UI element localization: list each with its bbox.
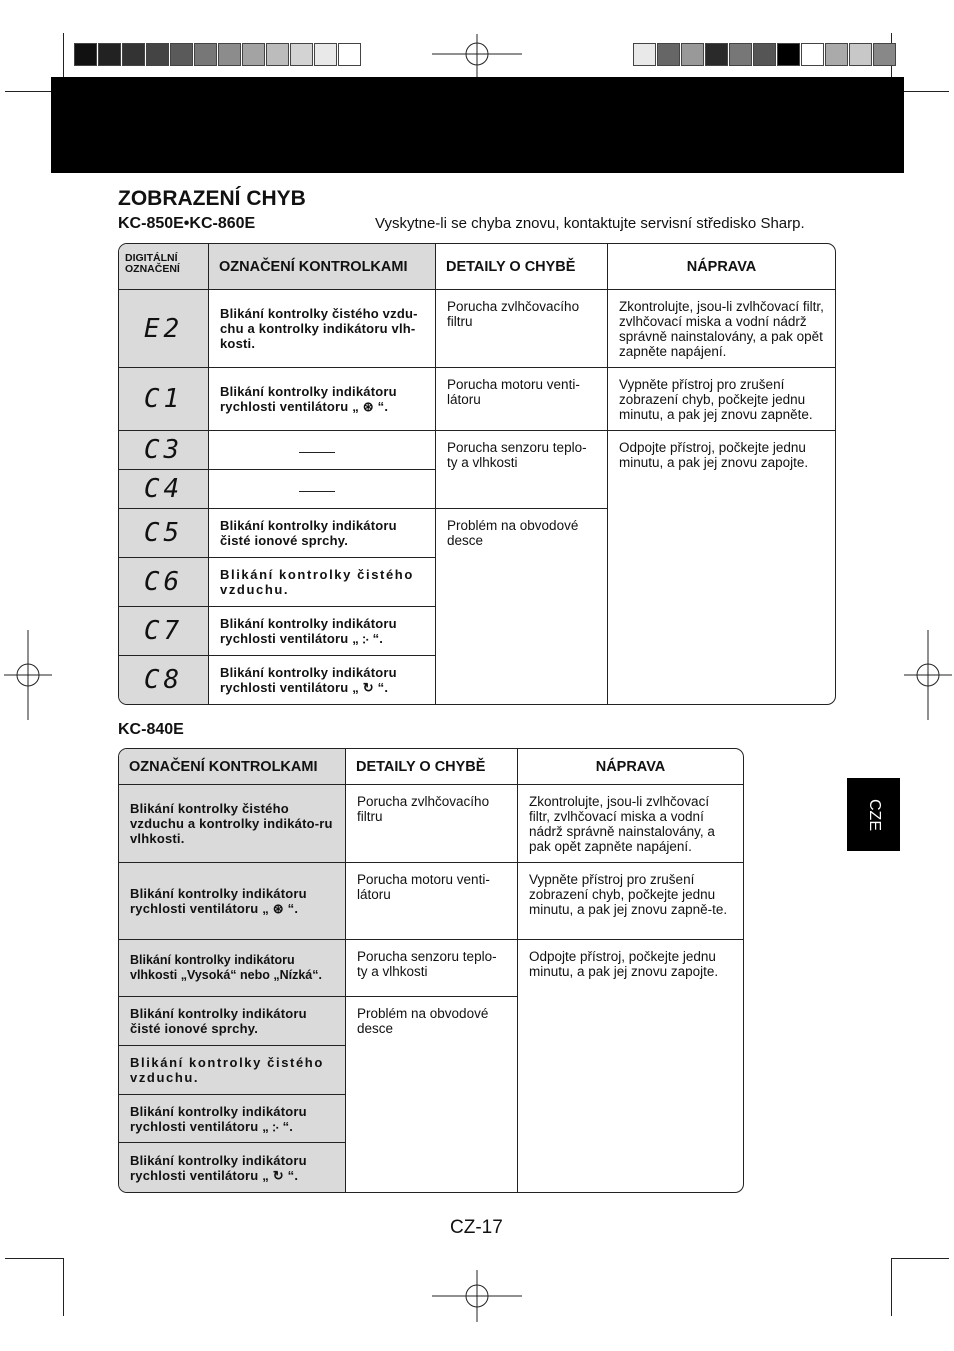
color-bar-left: [74, 43, 362, 66]
indicator-840-fan-auto: Blikání kontrolky indikátoru rychlosti ventilátoru „ ⊛ “.: [119, 863, 346, 940]
header-indicator: OZNAČENÍ KONTROLKAMI: [209, 244, 436, 290]
color-swatch: [729, 43, 752, 66]
color-swatch: [242, 43, 265, 66]
details-840-sensor: Porucha senzoru teplo-ty a vlhkosti: [346, 940, 518, 997]
color-swatch: [681, 43, 704, 66]
dash: [299, 491, 335, 492]
details-sensor: Porucha senzoru teplo-ty a vlhkosti: [436, 431, 608, 509]
details-840-filter: Porucha zvlhčovacího filtru: [346, 785, 518, 863]
details-circuit-board: Problém na obvodové desce: [436, 509, 608, 704]
color-swatch: [146, 43, 169, 66]
remedy-unplug: Odpojte přístroj, počkejte jednu minutu, a pak jej znovu zapojte.: [619, 440, 809, 470]
indicator-840-ion: Blikání kontrolky indikátoru čisté ionové sprchy.: [119, 997, 346, 1046]
color-swatch: [266, 43, 289, 66]
indicator-c6: Blikání kontrolky čistého vzduchu.: [209, 558, 436, 607]
error-table-840: [118, 748, 744, 1193]
color-swatch: [849, 43, 872, 66]
details-840-motor: Porucha motoru venti-látoru: [346, 863, 518, 940]
remedy-840-restart: Vypněte přístroj pro zrušení zobrazení chyb, počkejte jednu minutu, a pak jej znovu zapně-te.: [518, 863, 743, 940]
language-tab: [847, 778, 900, 851]
indicator-e2: Blikání kontrolky čistého vzdu-chu a kontrolky indikátoru vlh-kosti.: [209, 290, 436, 368]
indicator-840-filter: Blikání kontrolky čistého vzduchu a kontrolky indikáto-ru vlhkosti.: [119, 785, 346, 863]
color-bar-right: [633, 43, 897, 66]
color-swatch: [873, 43, 896, 66]
color-swatch: [338, 43, 361, 66]
error-table-850-860: [118, 243, 836, 705]
indicator-840-fan-quiet: Blikání kontrolky indikátoru rychlosti ventilátoru „ ↻ “.: [119, 1143, 346, 1192]
error-code-c5: C5: [119, 509, 209, 558]
remedy-check-filter: Zkontrolujte, jsou-li zvlhčovací filtr, zvlhčovací miska a vodní nádrž správně nainstalovány, a pak opět zapněte napájení.: [608, 290, 835, 368]
header-digital-label: DIGITÁLNÍ OZNAČENÍ: [125, 252, 180, 275]
crop-mark: [891, 1258, 949, 1259]
model-heading-840: KC-840E: [118, 721, 184, 738]
color-swatch: [170, 43, 193, 66]
color-swatch: [290, 43, 313, 66]
indicator-c8: Blikání kontrolky indikátoru rychlosti ventilátoru „ ↻ “.: [209, 656, 436, 704]
indicator-c5: Blikání kontrolky indikátoru čisté ionové sprchy.: [209, 509, 436, 558]
details-840-board: Problém na obvodové desce: [346, 997, 518, 1192]
header-indicator-840: OZNAČENÍ KONTROLKAMI: [119, 749, 346, 785]
page-number: CZ-17: [450, 1217, 503, 1238]
indicator-c4-none: [209, 470, 436, 509]
color-swatch: [74, 43, 97, 66]
error-code-c6: C6: [119, 558, 209, 607]
model-heading-850-860: KC-850E•KC-860E: [118, 215, 256, 232]
indicator-840-fan-max: Blikání kontrolky indikátoru rychlosti ventilátoru „ ჻ “.: [119, 1095, 346, 1143]
color-swatch: [314, 43, 337, 66]
error-code-c1: C1: [119, 368, 209, 431]
color-swatch: [705, 43, 728, 66]
error-code-e2: E2: [119, 290, 209, 368]
indicator-840-clean-air: Blikání kontrolky čistého vzduchu.: [119, 1046, 346, 1095]
error-code-c8: C8: [119, 656, 209, 704]
page-title: ZOBRAZENÍ CHYB: [118, 187, 306, 210]
color-swatch: [194, 43, 217, 66]
color-swatch: [218, 43, 241, 66]
header-digital-display: [119, 244, 209, 290]
color-swatch: [122, 43, 145, 66]
crop-mark: [63, 1258, 64, 1316]
language-tab-label: CZE: [865, 798, 883, 831]
remedy-840-filter: Zkontrolujte, jsou-li zvlhčovací filtr, zvlhčovací miska a vodní nádrž správně nainstalovány, a pak opět zapněte napájení.: [518, 785, 743, 863]
header-details-840: DETAILY O CHYBĚ: [346, 749, 518, 785]
details-humidifier-filter: Porucha zvlhčovacího filtru: [436, 290, 608, 368]
color-swatch: [753, 43, 776, 66]
crop-mark: [891, 1258, 892, 1316]
registration-mark-bottom: [432, 1270, 522, 1322]
header-banner: [51, 77, 904, 173]
error-code-c4: C4: [119, 470, 209, 509]
header-remedy-840: NÁPRAVA: [518, 749, 743, 785]
registration-mark-right: [904, 630, 952, 720]
service-notice: Vyskytne-li se chyba znovu, kontaktujte servisní středisko Sharp.: [375, 215, 805, 232]
details-fan-motor: Porucha motoru venti-látoru: [436, 368, 608, 431]
color-swatch: [657, 43, 680, 66]
indicator-c7: Blikání kontrolky indikátoru rychlosti ventilátoru „ ჻ “.: [209, 607, 436, 656]
remedy-840-unplug: Odpojte přístroj, počkejte jednu minutu, a pak jej znovu zapojte.: [529, 949, 719, 979]
error-code-c7: C7: [119, 607, 209, 656]
color-swatch: [98, 43, 121, 66]
color-swatch: [801, 43, 824, 66]
indicator-840-humidity: Blikání kontrolky indikátoru vlhkosti „Vysoká“ nebo „Nízká“.: [119, 940, 346, 997]
crop-mark: [5, 1258, 63, 1259]
indicator-c1: Blikání kontrolky indikátoru rychlosti ventilátoru „ ⊛ “.: [209, 368, 436, 431]
color-swatch: [633, 43, 656, 66]
header-remedy: NÁPRAVA: [608, 244, 835, 290]
color-swatch: [825, 43, 848, 66]
dash: [299, 452, 335, 453]
registration-mark-left: [4, 630, 52, 720]
header-details: DETAILY O CHYBĚ: [436, 244, 608, 290]
color-swatch: [777, 43, 800, 66]
remedy-restart: Vypněte přístroj pro zrušení zobrazení chyb, počkejte jednu minutu, a pak jej znovu zapněte.: [608, 368, 835, 431]
indicator-c3-none: [209, 431, 436, 470]
error-code-c3: C3: [119, 431, 209, 470]
